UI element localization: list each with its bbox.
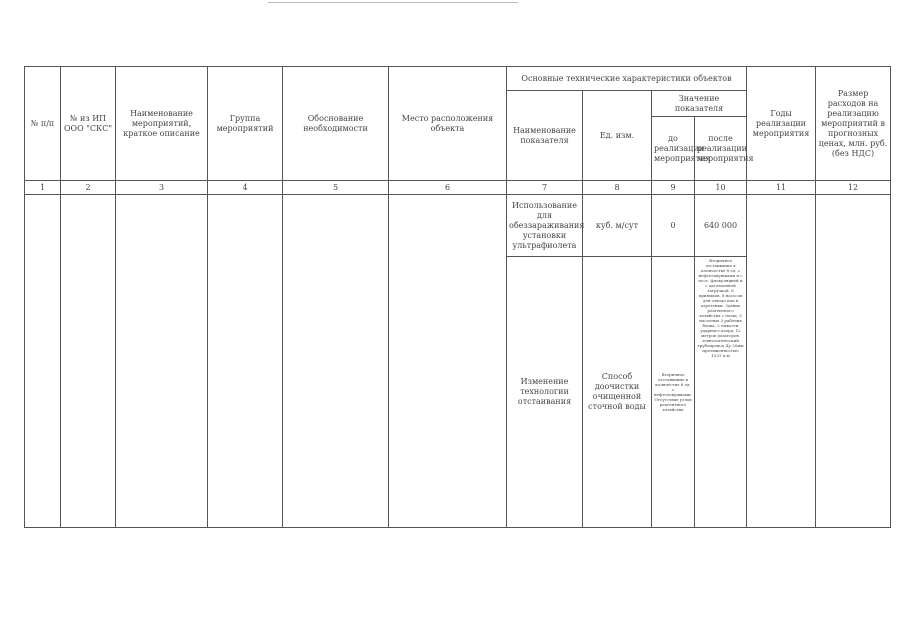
cell-indicator: Использование для обеззараживания установки ультрафиолета	[507, 195, 583, 257]
top-rule	[268, 2, 518, 3]
cell-justification	[283, 195, 389, 528]
header-tech-characteristics: Основные технические характеристики объектов	[507, 67, 747, 91]
header-ip-number: № из ИП ООО "СКС"	[61, 67, 116, 181]
cell-years	[747, 195, 816, 528]
header-measure-name: Наименование мероприятий, краткое описание	[116, 67, 208, 181]
cell-value-after: Вторичное отстаивание в количестве 8 ед. с нефтеловушками и с пост. флокуляцией и с адгезионной загрузкой. 8 приямков. 8 насосов для отвода ила в аэротенки. Здание реагентного хозяйства с площ. 3 насосных 3 рабочих блока, 2 емкости ударного хлора, 12 метров дозаторов, технологический трубопровод Ду 50мм протяженностью 1531 п.м	[695, 257, 747, 528]
column-number: 7	[507, 181, 583, 195]
header-indicator-name: Наименование показателя	[507, 91, 583, 181]
cell-cost	[816, 195, 891, 528]
column-number: 2	[61, 181, 116, 195]
column-number: 12	[816, 181, 891, 195]
column-number: 1	[25, 181, 61, 195]
header-num: № п/п	[25, 67, 61, 181]
cell-value-after: 640 000	[695, 195, 747, 257]
cell-unit: Способ доочистки очищенной сточной воды	[583, 257, 652, 528]
column-numbers-row	[25, 181, 891, 195]
column-number: 9	[652, 181, 695, 195]
column-number: 11	[747, 181, 816, 195]
column-number: 3	[116, 181, 208, 195]
cell-num	[25, 195, 61, 528]
header-measure-group: Группа мероприятий	[208, 67, 283, 181]
header-years: Годы реализации мероприятия	[747, 67, 816, 181]
column-number: 8	[583, 181, 652, 195]
column-number: 4	[208, 181, 283, 195]
header-value-after: после реализации мероприятия	[695, 117, 747, 181]
cell-value-before: 0	[652, 195, 695, 257]
column-number: 5	[283, 181, 389, 195]
investment-program-table	[24, 66, 891, 528]
header-location: Место расположения объекта	[389, 67, 507, 181]
cell-measure-group	[208, 195, 283, 528]
cell-indicator: Изменение технологии отстаивания	[507, 257, 583, 528]
header-value-before: до реализации мероприятия	[652, 117, 695, 181]
header-unit: Ед. изм.	[583, 91, 652, 181]
cell-location	[389, 195, 507, 528]
cell-ip-number	[61, 195, 116, 528]
cell-value-before: Вторичное отстаивание в количестве 8 ед. с нефтеловушками. Отсутствие узлов реагентного хозяйства	[652, 257, 695, 528]
cell-unit: куб. м/сут	[583, 195, 652, 257]
header-cost: Размер расходов на реализацию мероприятий в прогнозных ценах, млн. руб. (без НДС)	[816, 67, 891, 181]
column-number: 10	[695, 181, 747, 195]
column-number: 6	[389, 181, 507, 195]
header-indicator-value: Значение показателя	[652, 91, 747, 117]
cell-measure-name	[116, 195, 208, 528]
table-row	[25, 195, 891, 257]
header-justification: Обоснование необходимости	[283, 67, 389, 181]
